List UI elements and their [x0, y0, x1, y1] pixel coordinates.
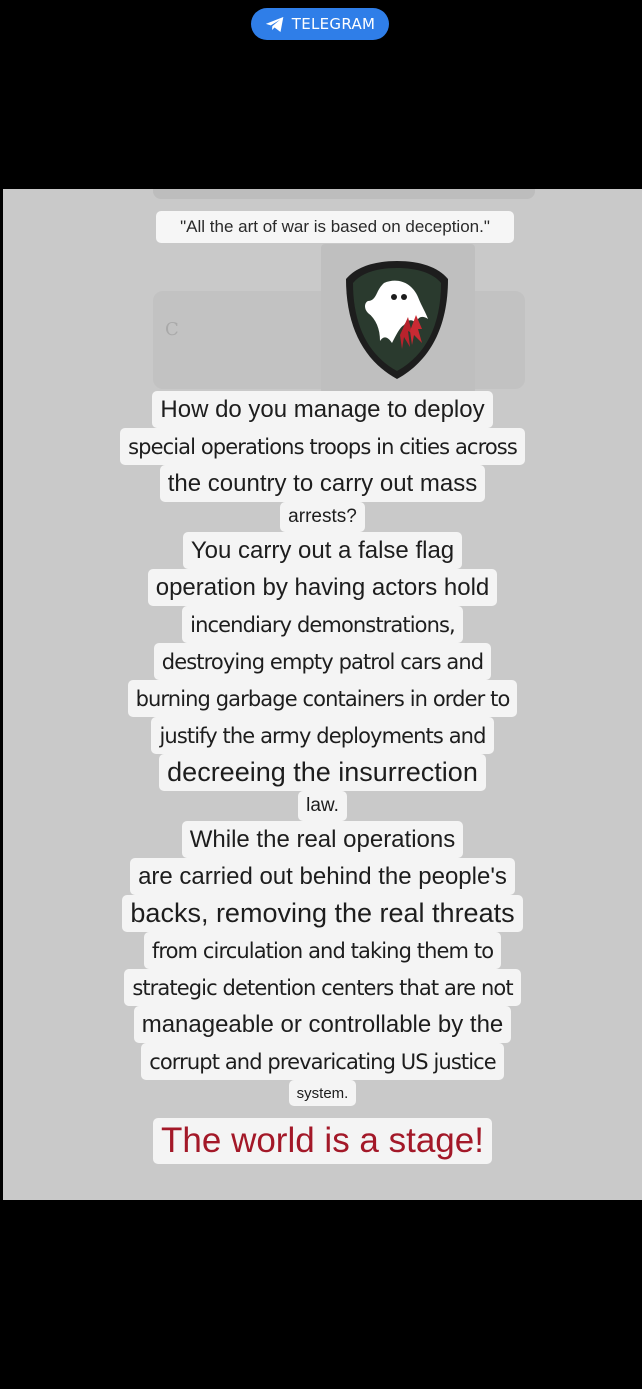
caption-line: special operations troops in cities across [120, 428, 525, 465]
telegram-source-badge[interactable] [251, 8, 389, 40]
caption-line: law. [298, 791, 347, 821]
caption-line: are carried out behind the people's [130, 858, 515, 895]
caption-line: corrupt and prevaricating US justice [141, 1043, 504, 1080]
caption-line: from circulation and taking them to [144, 932, 501, 969]
background-faded-panel [153, 189, 535, 199]
caption-line: destroying empty patrol cars and [154, 643, 491, 680]
caption-line: How do you manage to deploy [152, 391, 492, 428]
caption-line: While the real operations [182, 821, 463, 858]
caption-line: backs, removing the real threats [122, 895, 522, 932]
caption-line: manageable or controllable by the [134, 1006, 512, 1043]
story-image [3, 189, 642, 1200]
caption-line: operation by having actors hold [148, 569, 498, 606]
caption-line: burning garbage containers in order to [128, 680, 518, 717]
caption-line: the country to carry out mass [160, 465, 485, 502]
closing-line: The world is a stage! [153, 1118, 492, 1164]
telegram-plane-icon [265, 16, 285, 33]
caption-line: strategic detention centers that are not [124, 969, 520, 1006]
quote-caption: "All the art of war is based on deception." [156, 211, 514, 243]
caption-line: You carry out a false flag [183, 532, 462, 569]
caption-text-block [3, 391, 642, 1164]
ghost-army-patch-icon [342, 257, 452, 382]
caption-line: system. [289, 1080, 357, 1106]
caption-line: decreeing the insurrection [159, 754, 486, 791]
caption-line: arrests? [280, 502, 365, 532]
telegram-label: TELEGRAM [291, 15, 376, 33]
caption-line: incendiary demonstrations, [182, 606, 463, 643]
caption-line: justify the army deployments and [151, 717, 493, 754]
background-faded-text: C [165, 319, 179, 340]
